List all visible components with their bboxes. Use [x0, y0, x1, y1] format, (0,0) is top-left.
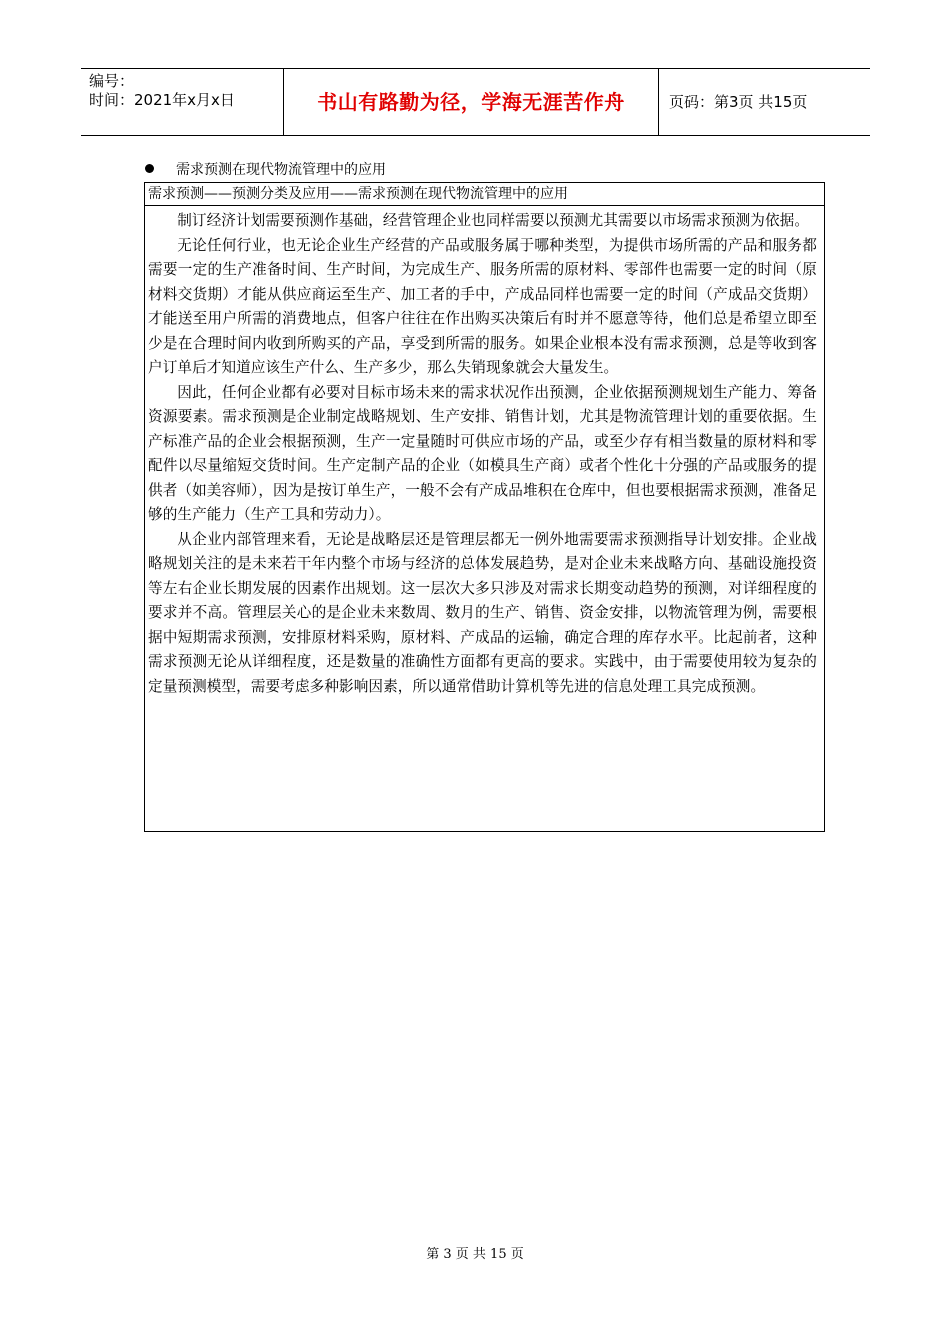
content-box-body [145, 206, 824, 699]
page-footer: 第 3 页 共 15 页 [426, 1247, 524, 1262]
document-time-label: 时间：2021年x月x日 [89, 91, 235, 109]
page-header [81, 68, 870, 136]
paragraph: 因此，任何企业都有必要对目标市场未来的需求状况作出预测，企业依据预测规划生产能力、筹备资源要素。需求预测是企业制定战略规划、生产安排、销售计划，尤其是物流管理计划的重要依据。生产标准产品的企业会根据预测，生产一定量随时可供应市场的产品，或至少存有相当数量的原材料和零配件以尽量缩短交货时间。生产定制产品的企业（如模具生产商）或者个性化十分强的产品或服务的提供者（如美容师），因为是按订单生产，一般不会有产成品堆积在仓库中，但也要根据需求预测，准备足够的生产能力（生产工具和劳动力）。 [148, 383, 817, 523]
content-box-title: 需求预测——预测分类及应用——需求预测在现代物流管理中的应用 [145, 183, 824, 206]
paragraph: 从企业内部管理来看，无论是战略层还是管理层都无一例外地需要需求预测指导计划安排。企业战略规划关注的是未来若干年内整个市场与经济的总体发展趋势，是对企业未来战略方向、基础设施投资等左右企业长期发展的因素作出规划。这一层次大多只涉及对需求长期变动趋势的预测，对详细程度的要求并不高。管理层关心的是企业未来数周、数月的生产、销售、资金安排，以物流管理为例，需要根据中短期需求预测，安排原材料采购，原材料、产成品的运输，确定合理的库存水平。比起前者，这种需求预测无论从详细程度，还是数量的准确性方面都有更高的要求。实践中，由于需要使用较为复杂的定量预测模型，需要考虑多种影响因素，所以通常借助计算机等先进的信息处理工具完成预测。 [148, 530, 817, 695]
section-bullet-heading [145, 160, 386, 180]
content-box [144, 182, 825, 832]
paragraph: 无论任何行业，也无论企业生产经营的产品或服务属于哪种类型，为提供市场所需的产品和服务都需要一定的生产准备时间、生产时间，为完成生产、服务所需的原材料、零部件也需要一定的时间（原材料交货期）才能从供应商运至生产、加工者的手中，产成品同样也需要一定的时间（产成品交货期）才能送至用户所需的消费地点，但客户往往在作出购买决策后有时并不愿意等待，他们总是希望立即至少是在合理时间内收到所购买的产品，享受到所需的服务。如果企业根本没有需求预测，总是等收到客户订单后才知道应该生产什么、生产多少，那么失销现象就会大量发生。 [148, 236, 817, 376]
header-motto: 书山有路勤为径，学海无涯苦作舟 [317, 90, 625, 114]
header-motto-cell [284, 69, 659, 136]
header-left-cell [81, 69, 284, 136]
bullet-dot-icon [145, 164, 154, 173]
document-number-label: 编号： [89, 72, 135, 90]
paragraph: 制订经济计划需要预测作基础，经营管理企业也同样需要以预测尤其需要以市场需求预测为依据。 [177, 212, 810, 229]
header-page-info: 页码：第3页 共15页 [669, 93, 808, 111]
header-page-cell [659, 69, 871, 136]
section-bullet-title: 需求预测在现代物流管理中的应用 [176, 162, 386, 178]
